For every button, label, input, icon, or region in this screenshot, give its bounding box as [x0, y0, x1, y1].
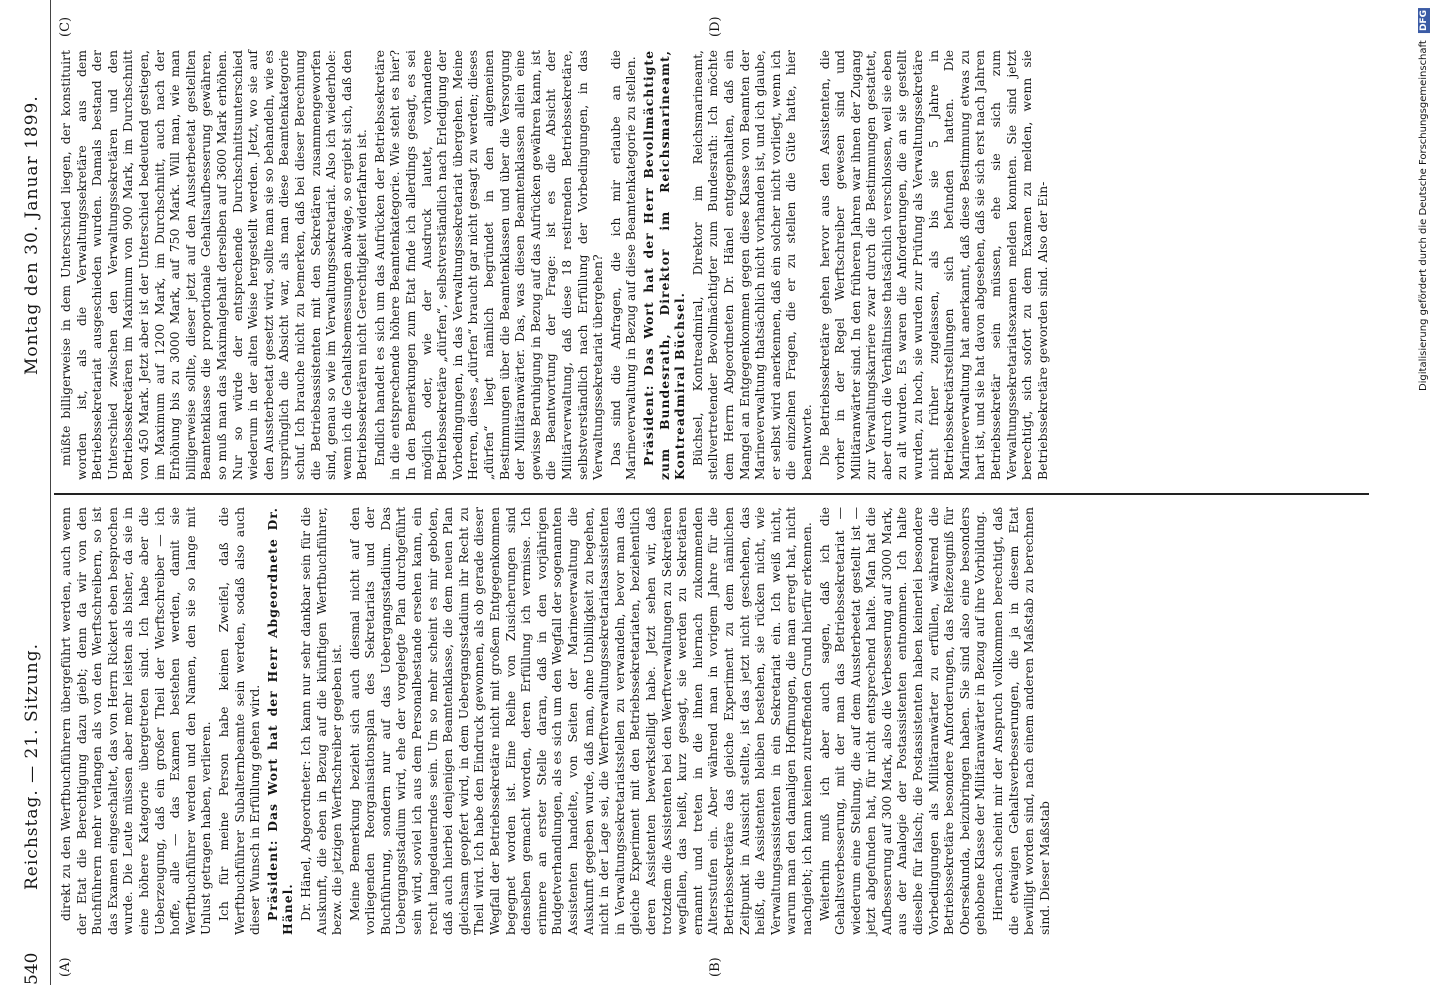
page-number: 540 — [22, 952, 42, 985]
header-right-title: Montag den 30. Januar 1899. — [22, 95, 42, 375]
margin-marker-a: (A) — [58, 957, 73, 977]
paragraph: müßte billigerweise in dem Unterschied liegen, der konstituirt worden ist, als die Verwaltungssekretäre aus dem Betriebssekretariat ausgeschieden wurden. Damals bestand der Unterschied zwischen den Verwaltungssekretären und den Betriebssekretären im Maximum von 900 Mark, im Durchschnitt von 450 Mark. Jetzt aber ist der Unterschied bedeutend gestiegen, im Maximum auf 1200 Mark, im Durchschnitt, auch nach der Erhöhung bis zu 3000 Mark, auf 750 Mark. Will man, wie man billigerweise sollte, dieser jetzt auf den Aussterbeetat gestellten Beamtenklasse die proportionale Gehaltsaufbesserung gewähren, so muß man das Maximalgehalt derselben auf 3600 Mark erhöhen. Nur so würde der entsprechende Durchschnittsunterschied wiederum in der alten Weise hergestellt werden. Jetzt, wo sie auf den Aussterbeetat gesetzt wird, sollte man sie so behandeln, wie es ursprünglich die Absicht war, als man diese Beamtenkategorie schuf. Ich brauche nicht zu bemerken, daß bei dieser Berechnung die Betriebsassistenten mit den Sekretären zusammengeworfen sind, genau so wie im Verwaltungssekretariat. Also ich wiederhole: wenn ich die Gehaltsbemessungen abwäge, so ergiebt sich, daß den Betriebssekretären nicht Gerechtigkeit widerfahren ist. — [58, 50, 370, 480]
paragraph: Endlich handelt es sich um das Aufrücken der Betriebssekretäre in die entsprechende höhere Beamtenkategorie. Wie steht es hier? In den Bemerkungen zum Etat finde ich allerdings gesagt, es sei möglich oder, wie der Ausdruck lautet, vorhandene Betriebssekretäre „dürfen“, selbstverständlich nach Erledigung der Vorbedingungen, in das Verwaltungssekretariat übergehen. Meine Herren, dieses „dürfen“ braucht gar nicht gesagt zu werden; dieses „dürfen“ liegt nämlich begründet in den allgemeinen Bestimmungen über die Beamtenklassen und über die Versorgung der Militäranwärter. Das, was diesen Beamtenklassen allein eine gewisse Beruhigung in Bezug auf das Aufrücken gewähren kann, ist die Beantwortung der Frage: ist es die Absicht der Militärverwaltung, daß diese 18 restirenden Betriebssekretäre, selbstverständlich nach Erfüllung der Vorbedingungen, in das Verwaltungssekretariat übergehen? — [371, 50, 606, 480]
paragraph: Präsident: Das Wort hat der Herr Abgeordnete Dr. Hänel. — [264, 507, 296, 935]
paragraph: Dr. Hänel, Abgeordneter: Ich kann nur sehr dankbar sein für die Auskunft, die eben in Bezug auf die künftigen Werftbuchführer, bezw. die jetzigen Werftschreiber gegeben ist. — [297, 507, 345, 935]
paragraph: Präsident: Das Wort hat der Herr Bevollmächtigte zum Bundesrath, Direktor im Reichsmarineamt, Kontreadmiral Büchsel. — [640, 50, 688, 480]
header-left-title: Reichstag. — 21. Sitzung. — [22, 642, 42, 890]
paragraph: Weiterhin muß ich aber auch sagen, daß ich die Gehaltsverbesserung, mit der man das Betriebssekretariat — wiederum eine Stellung, die auf dem Aussterbeetat gestellt ist — jetzt abgefunden hat, für nicht entsprechend halte. Man hat die Aufbesserung auf 300 Mark, also die Verbesserung auf 3000 Mark, aus der Analogie der Postassistenten entnommen. Ich halte dieselbe für falsch; die Postassistenten haben keinerlei besondere Vorbedingungen als Militäranwärter zu erfüllen, während die Betriebssekretäre besondere Anforderungen, das Reifezeugniß für Obersekunda, beizubringen haben. Sie sind also eine besonders gehobene Klasse der Militäranwärter in Bezug auf ihre Vorbildung. — [816, 507, 988, 935]
credit-text: Digitalisierung gefördert durch die Deutsche Forschungsgemeinschaft — [1418, 40, 1429, 392]
paragraph: Meine Bemerkung bezieht sich auch diesmal nicht auf den vorliegenden Reorganisationsplan des Sekretariats und der Buchführung, sondern nur auf das Uebergangsstadium. Das Uebergangsstadium wird, ehe der vorgelegte Plan durchgeführt sein wird, soviel ich aus dem Personalbestande ersehen kann, ein recht langedauerndes sein. Um so mehr scheint es mir geboten, daß auch hierbei denjenigen Beamtenklasse, die dem neuen Plan gleichsam geopfert wird, in dem Uebergangsstadium ihr Recht zu Theil wird. Ich habe den Eindruck gewonnen, als ob gerade dieser Wegfall der Betriebssekretäre nicht mit großem Entgegenkommen begegnet worden ist. Eine Reihe von Zusicherungen sind denselben gemacht worden, deren Erfüllung ich vermisse. Ich erinnere an erster Stelle daran, daß in den vorjährigen Budgetverhandlungen, als es sich um den Wegfall der sogenannten Assistenten handelte, von Seiten der Marineverwaltung die Auskunft gegeben wurde, daß man, ohne Unbilligkeit zu begehen, nicht in der Lage sei, die Werftverwaltungssekretariatsassistenten in Verwaltungssekretariatsstellen zu verwandeln, bevor man das gleiche Experiment mit den Betriebssekretariaten, beziehentlich deren Assistenten bewerkstelligt habe. Jetzt sehen wir, daß trotzdem die Assistenten bei den Werftverwaltungen zu Sekretären wegfallen, das heißt, kurz gesagt, sie werden zu Sekretären ernannt und treten in die ihnen hiernach zukommenden Altersstufen ein. Aber während man in vorigem Jahre für die Betriebssekretäre das gleiche Experiment zu dem nämlichen Zeitpunkt in Aussicht stellte, ist das jetzt nicht geschehen, das heißt, die Assistenten bleiben bestehen, sie rücken nicht, wie Verwaltungsassistenten in ein Sekretariat ein. Ich weiß nicht, warum man den damaligen Hoffnungen, die man erregt hat, nicht nachgiebt; ich kann keinen zutreffenden Grund hierfür erkennen. — [346, 507, 814, 935]
margin-marker-c: (C) — [58, 16, 73, 37]
dfg-logo: DFG — [1419, 10, 1429, 32]
margin-marker-d: (D) — [708, 16, 723, 37]
header-rule — [50, 0, 51, 985]
rotated-page-content — [18, 0, 1418, 985]
paragraph: Ich für meine Person habe keinen Zweifel, daß die Werftbuchführer Subalternbeamte sein werden, sodaß also auch dieser Wunsch in Erfüllung gehen wird. — [215, 507, 263, 935]
paragraph: Hiernach scheint mir der Anspruch vollkommen berechtigt, daß die etwaigen Gehaltsverbesserungen, die ja in diesem Etat bewilligt worden sind, nach einem anderen Maßstab zu berechnen sind. Dieser Maßstab — [990, 507, 1052, 935]
left-column — [58, 507, 1368, 935]
paragraph: direkt zu den Werftbuchführern übergeführt werden, auch wenn der Etat die Berechtigung dazu giebt; denn da wir von den Buchführern mehr verlangen als von den Werftschreibern, so ist das Examen eingeschaltet, das von Herrn Rickert eben besprochen wurde. Die Leute müssen aber mehr leisten als bisher, da sie in eine höhere Kategorie übergetreten sind. Ich habe aber die Ueberzeugung, daß ein großer Theil der Werftschreiber — ich hoffe, alle — das Examen bestehen werden, damit sie Werftbuchführer werden und den Namen, den sie so lange mit Unlust getragen haben, verlieren. — [58, 507, 214, 935]
right-column — [58, 50, 1368, 480]
margin-marker-b: (B) — [708, 957, 723, 977]
page-header — [18, 0, 48, 985]
digitization-credit — [1418, 8, 1430, 391]
paragraph: Büchsel, Kontreadmiral, Direktor im Reichsmarineamt, stellvertretender Bevollmächtigter zum Bundesrath: Ich möchte dem Herrn Abgeordneten Dr. Hänel entgegenhalten, daß ein Mangel an Entgegenkommen gegen diese Klasse von Beamten der Marineverwaltung thatsächlich nicht vorhanden ist, und ich glaube, er selbst wird anerkennen, daß ein solcher nicht vorliegt, wenn ich die einzelnen Fragen, die er zu stellen die Güte hatte, hier beantworte. — [689, 50, 814, 480]
paragraph: Die Betriebssekretäre gehen hervor aus den Assistenten, die vorher in der Regel Werftschreiber gewesen sind und Militäranwärter sind. In den früheren Jahren war ihnen der Zugang zur Verwaltungskarriere zwar durch die Bestimmungen gestattet, aber durch die Verhältnisse thatsächlich verschlossen, weil sie eben zu alt wurden. Es waren die Anforderungen, die an sie gestellt wurden, zu hoch, sie wurden zur Prüfung als Verwaltungssekretäre nicht früher zugelassen, als bis sie 5 Jahre in Betriebssekretärstellungen sich befunden hatten. Die Marineverwaltung hat anerkannt, daß diese Bestimmung etwas zu hart ist, und sie hat davon abgesehen, daß sie sich erst nach Jahren Betriebssekretär sein müssen, ehe sie sich zum Verwaltungssekretariatsexamen melden konnten. Sie sind jetzt berechtigt, sich sofort zu dem Examen zu melden, wenn sie Betriebssekretäre geworden sind. Also der Ein- — [816, 50, 1050, 480]
column-divider — [54, 494, 1369, 496]
paragraph: Das sind die Anfragen, die ich mir erlaube an die Marineverwaltung in Bezug auf diese Beamtenkategorie zu stellen. — [607, 50, 639, 480]
